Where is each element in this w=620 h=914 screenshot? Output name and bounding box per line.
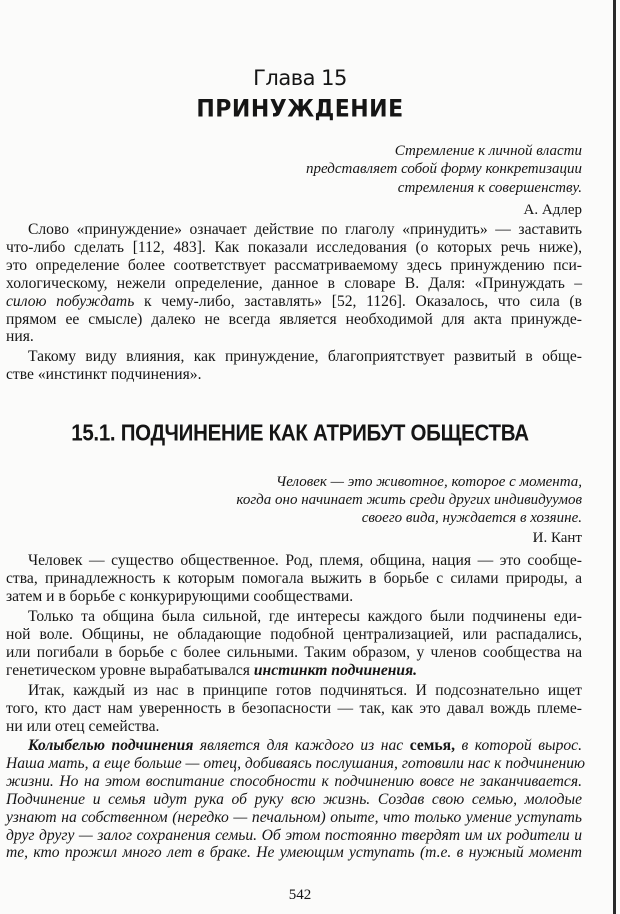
chapter-label: Глава 15	[253, 66, 347, 90]
text-segment: Итак, каждый из нас в принципе готов подчиняться. И подсознательно ищет	[28, 682, 582, 699]
text-segment: Такому виду влияния, как принуждение, благоприятствует развитый в обще-	[28, 348, 582, 365]
epigraph-line: когда оно начинает жить среди других индивидуумов	[236, 492, 582, 508]
text-segment: ни или отец семейства.	[6, 717, 160, 735]
text-segment: Человек — существо общественное. Род, племя, община, нация — это сообще-	[28, 552, 582, 569]
text-line	[28, 608, 582, 626]
emphasis-text: инстинкт подчинения.	[253, 661, 418, 679]
text-line	[6, 239, 582, 257]
text-line	[6, 644, 582, 662]
text-segment: хологическому, нежели определение, данное в словаре В. Даля: «Принуждать –	[6, 274, 582, 292]
text-segment: или погибали в борьбе с более сильными. Таким образом, у членов сообщества на	[6, 643, 582, 661]
text-line	[6, 293, 582, 311]
text-line	[28, 348, 582, 366]
scan-edge	[613, 0, 616, 914]
emphasis-text: Колыбелью подчинения	[28, 737, 194, 754]
text-line	[6, 366, 582, 384]
text-segment: в которой вырос.	[454, 737, 582, 754]
text-segment: Только та община была сильной, где интересы каждого были подчинены еди-	[28, 608, 582, 625]
text-segment: это определение более соответствует рассматриваемому здесь принуждению пси-	[6, 256, 582, 274]
text-line	[6, 844, 582, 862]
epigraph-author: И. Кант	[532, 530, 582, 546]
epigraph-line: Стремление к личной власти	[394, 143, 582, 159]
text-line	[6, 328, 582, 346]
text-line	[6, 588, 582, 606]
text-segment: прямом ее смысле) далеко не всегда является необходимой для акта принужде-	[6, 310, 582, 328]
text-segment: Наша мать, а еще больше — отец, добиваясь послушания, готовили нас к подчинению	[6, 754, 586, 772]
text-line	[6, 662, 582, 680]
epigraph-line: представляет собой форму конкретизации	[305, 161, 582, 177]
text-segment: к чему-либо, заставлять» [52, 1126]. Оказалось, что сила (в	[134, 292, 582, 310]
text-segment: затем и в борьбе с конкурирующими сообществами.	[6, 587, 354, 605]
section-heading: 15.1. ПОДЧИНЕНИЕ КАК АТРИБУТ ОБЩЕСТВА	[71, 420, 529, 447]
emphasis-text: семья,	[409, 737, 455, 754]
text-line	[28, 737, 582, 755]
text-segment: друг другу — залог сохранения семьи. Об этом постоянно твердят им их родители и	[6, 826, 582, 844]
text-segment: генетическом уровне вырабатывался	[6, 661, 254, 679]
text-line	[28, 682, 582, 700]
text-segment: стве «инстинкт подчинения».	[6, 365, 202, 383]
text-line	[28, 552, 582, 570]
text-line	[6, 718, 582, 736]
text-line	[6, 700, 582, 718]
epigraph-line: стремления к совершенству.	[397, 180, 582, 196]
text-line	[6, 791, 582, 809]
text-segment: является для каждого из нас	[193, 737, 410, 754]
epigraph-author: А. Адлер	[523, 202, 582, 218]
text-segment: силою побуждать	[6, 292, 135, 310]
text-segment: Подчинение и семья идут рука об руку всю жизнь. Создав свою семью, молодые	[6, 790, 582, 808]
text-segment: ства, принадлежность к которым помогала выжить в борьбе с силами природы, а	[6, 569, 582, 587]
text-line	[6, 311, 582, 329]
page-number: 542	[288, 887, 312, 903]
text-segment: те, кто прожил много лет в браке. Не умеющим уступать (т.е. в нужный момент	[6, 844, 582, 862]
epigraph-line: Человек — это животное, которое с момента,	[275, 474, 582, 490]
text-segment: что-либо сделать [112, 483]. Как показали исследования (о которых речь ниже),	[6, 238, 582, 256]
text-line	[6, 773, 582, 791]
text-line	[6, 626, 582, 644]
text-segment: узнают на собственном (нередко — печальном) опыте, что только умение уступать	[6, 808, 582, 826]
text-segment: того, кто даст нам уверенность в безопасности — так, как это давал вождь племе-	[6, 699, 582, 717]
text-line	[6, 275, 582, 293]
text-line	[6, 570, 582, 588]
text-segment: ния.	[6, 328, 34, 346]
text-line	[6, 257, 582, 275]
text-line	[6, 827, 582, 845]
epigraph-line: своего вида, нуждается в хозяине.	[361, 510, 582, 526]
text-line	[28, 221, 582, 239]
chapter-title: ПРИНУЖДЕНИЕ	[196, 95, 404, 124]
text-segment: Слово «принуждение» означает действие по глаголу «принудить» — заставить	[28, 221, 582, 238]
text-line	[6, 754, 586, 773]
text-segment: ной воле. Общины, не обладающие подобной централизацией, или распадались,	[6, 625, 582, 643]
text-segment: жизни. Но на этом воспитание способности к подчинению вовсе не заканчивается.	[6, 772, 582, 790]
text-line	[6, 809, 582, 827]
